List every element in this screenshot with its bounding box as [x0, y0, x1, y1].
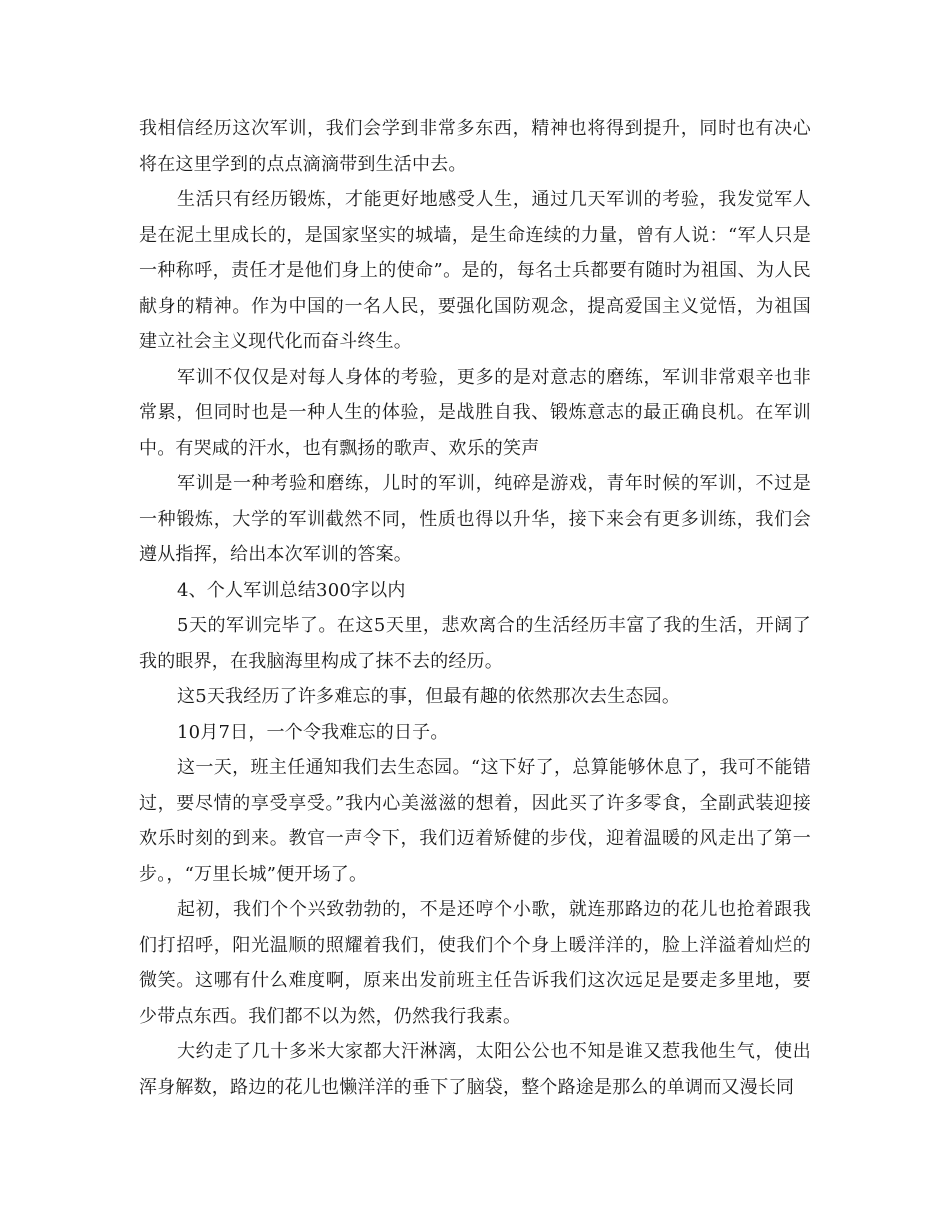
paragraph-3: 军训不仅仅是对每人身体的考验，更多的是对意志的磨练，军训非常艰辛也非常累，但同时也是一种人生的体验，是战胜自我、锻炼意志的最正确良机。在军训中。有哭咸的汗水，也有飘扬的歌声、欢乐的笑声 [139, 366, 811, 459]
paragraph-11: 大约走了几十多米大家都大汗淋漓，太阳公公也不知是谁又惹我他生气，使出浑身解数，路边的花儿也懒洋洋的垂下了脑袋，整个路途是那么的单调而又漫长同 [139, 1041, 811, 1098]
paragraph-2: 生活只有经历锻炼，才能更好地感受人生，通过几天军训的考验，我发觉军人是在泥土里成长的，是国家坚实的城墙，是生命连续的力量，曾有人说：“军人只是一种称呼，责任才是他们身上的使命”。是的，每名士兵都要有随时为祖国、为人民献身的精神。作为中国的一名人民，要强化国防观念，提高爱国主义觉悟，为祖国建立社会主义现代化而奋斗终生。 [139, 189, 811, 352]
paragraph-6: 5天的军训完毕了。在这5天里，悲欢离合的生活经历丰富了我的生活，开阔了我的眼界，在我脑海里构成了抹不去的经历。 [139, 615, 811, 672]
section-heading: 4、个人军训总结300字以内 [177, 579, 406, 601]
paragraph-4: 军训是一种考验和磨练，儿时的军训，纯碎是游戏，青年时候的军训，不过是一种锻炼，大学的军训截然不同，性质也得以升华，接下来会有更多训练，我们会遵从指挥，给出本次军训的答案。 [139, 473, 811, 565]
paragraph-7: 这5天我经历了许多难忘的事，但最有趣的依然那次去生态园。 [177, 686, 681, 707]
paragraph-1: 我相信经历这次军训，我们会学到非常多东西，精神也将得到提升，同时也有决心将在这里学到的点点滴滴带到生活中去。 [139, 118, 811, 175]
document-page [139, 111, 811, 1105]
paragraph-10: 起初，我们个个兴致勃勃的，不是还哼个小歌，就连那路边的花儿也抢着跟我们打招呼，阳光温顺的照耀着我们，使我们个个身上暖洋洋的，脸上洋溢着灿烂的微笑。这哪有什么难度啊，原来出发前班主任告诉我们这次远足是要走多里地，要少带点东西。我们都不以为然，仍然我行我素。 [139, 899, 811, 1027]
paragraph-8: 10月7日，一个令我难忘的日子。 [177, 721, 449, 743]
paragraph-9: 这一天，班主任通知我们去生态园。“这下好了，总算能够休息了，我可不能错过，要尽情的享受享受。”我内心美滋滋的想着，因此买了许多零食，全副武装迎接欢乐时刻的到来。教官一声令下，我们迈着矫健的步伐，迎着温暖的风走出了第一步。，“万里长城”便开场了。 [139, 757, 811, 885]
